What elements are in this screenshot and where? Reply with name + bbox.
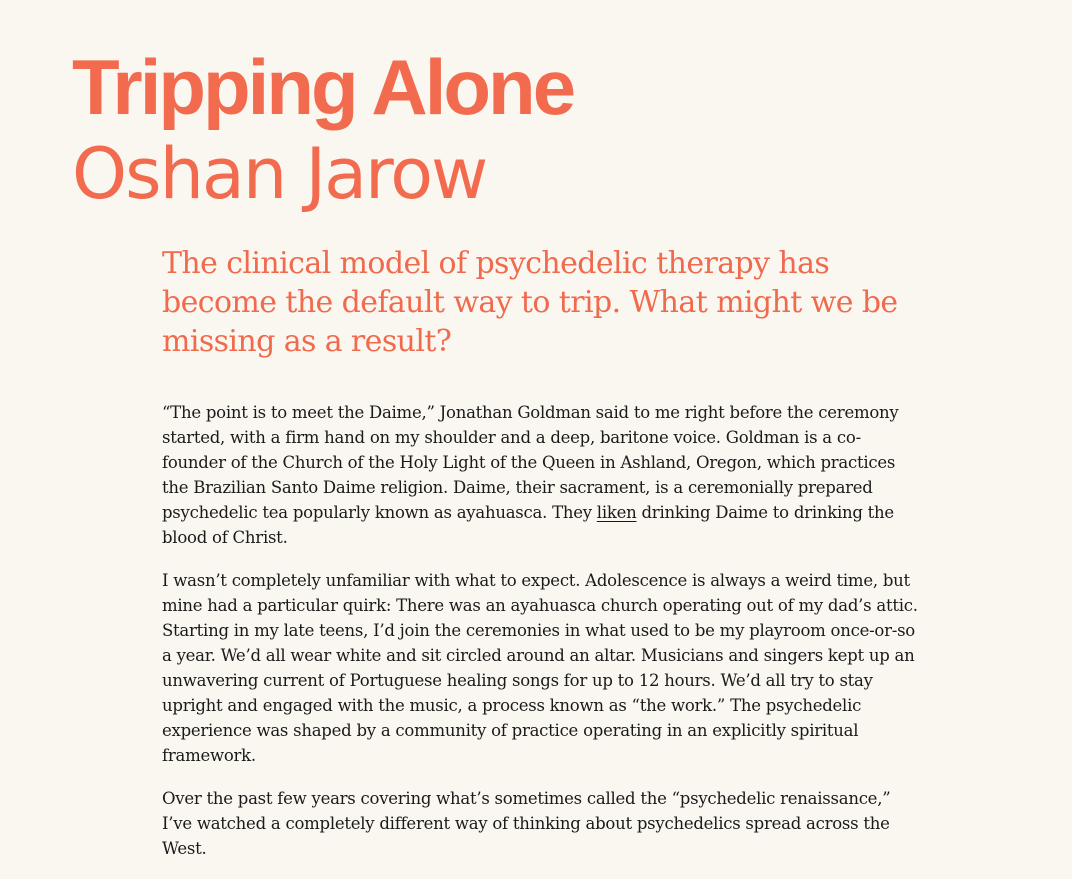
- author-name: Oshan Jarow: [72, 133, 487, 215]
- article-body: [162, 400, 922, 879]
- article-title: Tripping Alone: [72, 43, 574, 131]
- paragraph-1-text-end: drinking Daime to drinking the blood of Christ.: [162, 503, 894, 547]
- liken-link[interactable]: liken: [596, 503, 637, 522]
- paragraph-3: Over the past few years covering what’s sometimes called the “psychedelic renaissance,” I’ve watched a completely different way of thinking about psychedelics spread across the West.: [162, 789, 891, 858]
- paragraph-1: [162, 400, 922, 550]
- article-dek: The clinical model of psychedelic therapy has become the default way to trip. What might we be missing as a result?: [162, 246, 898, 359]
- paragraph-2: I wasn’t completely unfamiliar with what to expect. Adolescence is always a weird time, but mine had a particular quirk: There was an ayahuasca church operating out of my dad’s attic. Starting in my late teens, I’d join the ceremonies in what used to be my playroom once-or-so a year. We’d all wear white and sit circled around an altar. Musicians and singers kept up an unwavering current of Portuguese healing songs for up to 12 hours. We’d all try to stay upright and engaged with the music, a process known as “the work.” The psychedelic experience was shaped by a community of practice operating in an explicitly spiritual framework.: [162, 571, 918, 765]
- paragraph-1-text-start: “The point is to meet the Daime,” Jonathan Goldman said to me right before the ceremony started, with a firm hand on my shoulder and a deep, baritone voice. Goldman is a co-founder of the Church of the Holy Light of the Queen in Ashland, Oregon, which practices the Brazilian Santo Daime religion. Daime, their sacrament, is a ceremonially prepared psychedelic tea popularly known as ayahuasca. They: [162, 403, 899, 522]
